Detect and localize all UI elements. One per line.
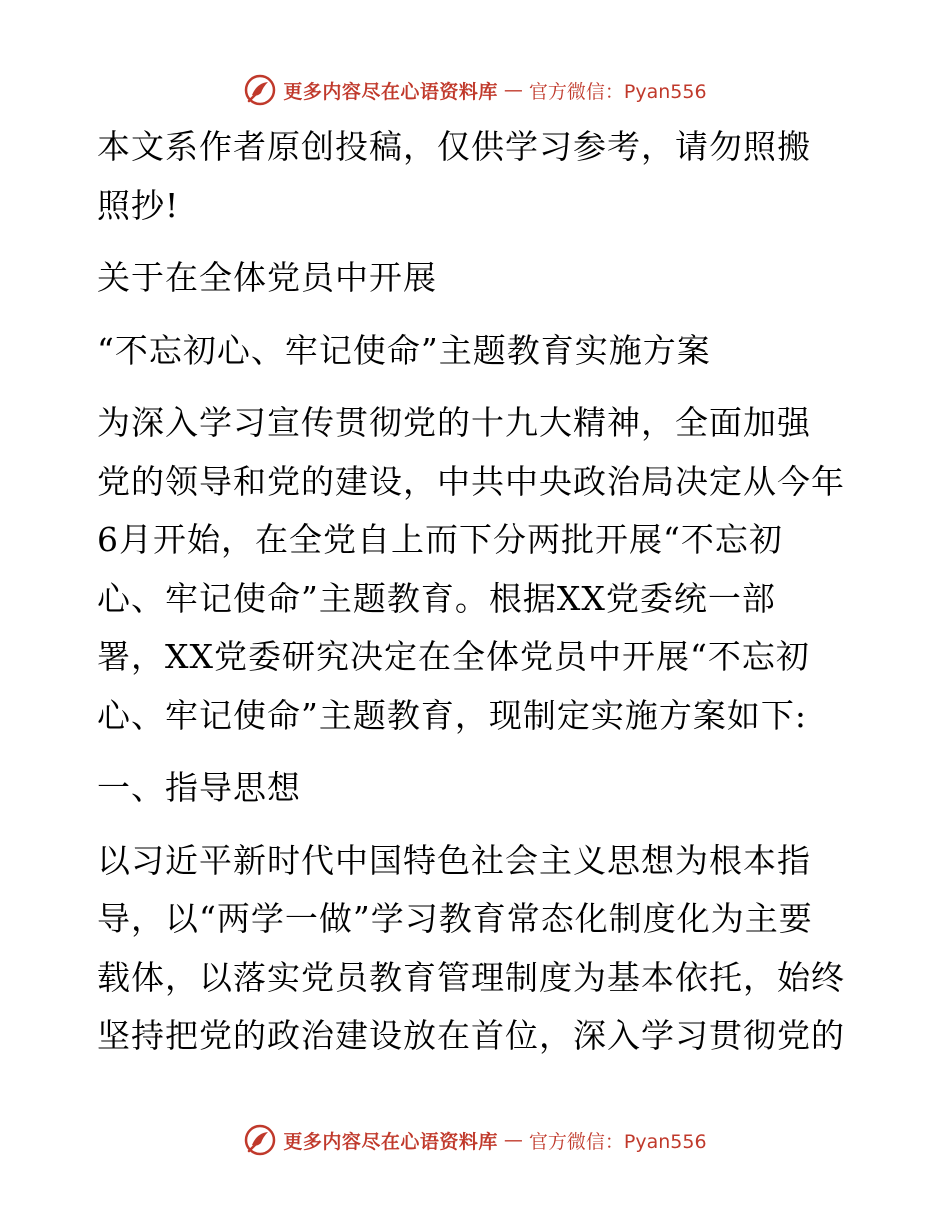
logo-seal-icon xyxy=(243,73,277,107)
section-heading: 一、指导思想 xyxy=(97,768,301,807)
paragraph-line: 以习近平新时代中国特色社会主义思想为根本指 xyxy=(97,840,811,880)
footer-watermark xyxy=(0,1120,950,1160)
paragraph-line: 载体，以落实党员教育管理制度为基本依托，始终 xyxy=(97,957,845,997)
watermark-dash: — xyxy=(503,79,523,101)
paragraph-line: 党的领导和党的建设，中共中央政治局决定从今年 xyxy=(97,461,845,501)
header-watermark xyxy=(0,70,950,110)
paragraph-line: 心、牢记使命”主题教育，现制定实施方案如下: xyxy=(97,695,807,735)
paragraph-line: 坚持把党的政治建设放在首位，深入学习贯彻党的 xyxy=(97,1016,845,1055)
paragraph-line: 署，XX党委研究决定在全体党员中开展“不忘初 xyxy=(97,637,810,676)
watermark-dash: — xyxy=(503,1129,523,1151)
paragraph-line: 导，以“两学一做”学习教育常态化制度化为主要 xyxy=(97,899,813,938)
watermark-contact-text: 官方微信：Pyan556 xyxy=(528,1130,707,1153)
notice-line: 本文系作者原创投稿，仅供学习参考，请勿照搬 xyxy=(97,127,811,166)
title-line: 关于在全体党员中开展 xyxy=(97,258,437,297)
document-body xyxy=(97,118,857,1066)
title-line: “不忘初心、牢记使命”主题教育实施方案 xyxy=(97,330,711,370)
notice-line: 照抄! xyxy=(97,185,180,225)
paragraph-line: 为深入学习宣传贯彻党的十九大精神，全面加强 xyxy=(97,403,811,442)
watermark-site-text: 更多内容尽在心语资料库 xyxy=(283,1130,498,1153)
paragraph-line: 心、牢记使命”主题教育。根据XX党委统一部 xyxy=(97,578,776,618)
watermark-site-text: 更多内容尽在心语资料库 xyxy=(283,80,498,103)
logo-seal-icon xyxy=(243,1123,277,1157)
paragraph-line: 6月开始，在全党自上而下分两批开展“不忘初 xyxy=(97,520,783,559)
watermark-contact-text: 官方微信：Pyan556 xyxy=(528,80,707,103)
